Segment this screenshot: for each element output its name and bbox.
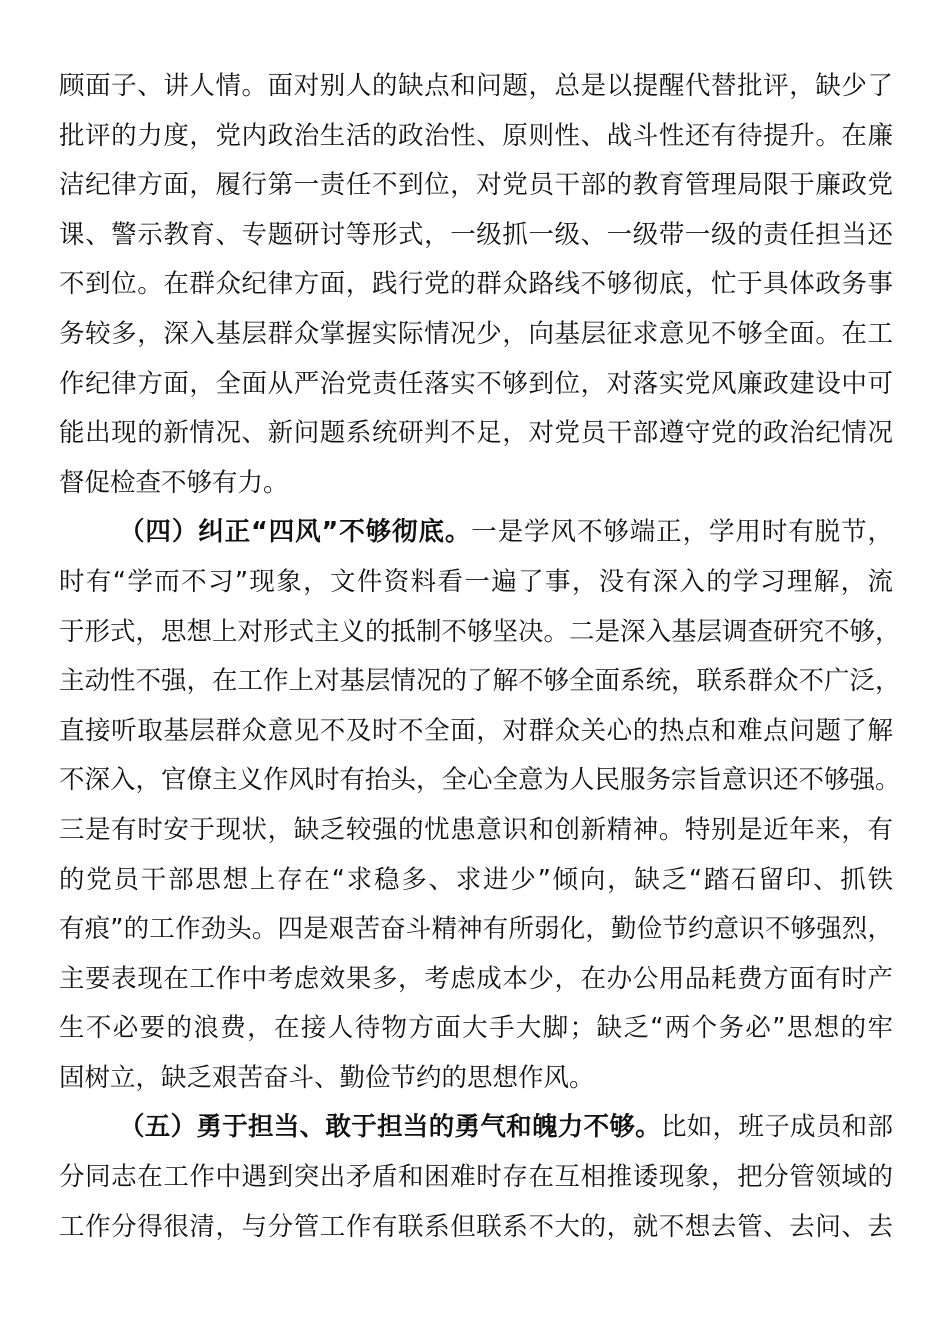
text-line: 生不必要的浪费，在接人待物方面大手大脚；缺乏“两个务必”思想的牢 — [59, 1013, 893, 1044]
text-line: 洁纪律方面，履行第一责任不到位，对党员干部的教育管理局限于廉政党 — [59, 170, 893, 201]
text-run: 一是学风不够端正，学用时有脱节， — [471, 517, 893, 548]
paragraph-lianjie-jilv — [59, 62, 893, 508]
text-line: 督促检查不够有力。 — [59, 467, 289, 498]
text-line: 的党员干部思想上存在“求稳多、求进少”倾向，缺乏“踏石留印、抓铁 — [59, 864, 893, 895]
text-run: 比如，班子成员和部 — [661, 1112, 893, 1143]
text-line: 工作分得很清，与分管工作有联系但联系不大的，就不想去管、去问、去 — [59, 1211, 893, 1242]
text-line: 分同志在工作中遇到突出矛盾和困难时存在互相推诿现象，把分管领域的 — [59, 1162, 893, 1193]
paragraph-danDang — [59, 1103, 893, 1252]
text-line: 时有“学而不习”现象，文件资料看一遍了事，没有深入的学习理解，流 — [59, 566, 893, 597]
text-line: 批评的力度，党内政治生活的政治性、原则性、战斗性还有待提升。在廉 — [59, 120, 893, 151]
text-line-first — [59, 1103, 893, 1153]
text-line: 务较多，深入基层群众掌握实际情况少，向基层征求意见不够全面。在工 — [59, 318, 893, 349]
text-line-first — [59, 508, 893, 558]
text-line: 顾面子、讲人情。面对别人的缺点和问题，总是以提醒代替批评，缺少了 — [59, 71, 893, 101]
text-line: 课、警示教育、专题研讨等形式，一级抓一级、一级带一级的责任担当还 — [59, 219, 893, 250]
section-heading-4: （四）纠正“四风”不够彻底。 — [119, 517, 472, 548]
paragraph-sifeng — [59, 508, 901, 1103]
text-line: 主动性不强，在工作上对基层情况的了解不够全面系统，联系群众不广泛， — [59, 666, 901, 697]
text-line: 固树立，缺乏艰苦奋斗、勤俭节约的思想作风。 — [59, 1062, 595, 1093]
text-line: 主要表现在工作中考虑效果多，考虑成本少，在办公用品耗费方面有时产 — [59, 963, 893, 994]
text-line: 不深入，官僚主义作风时有抬头，全心全意为人民服务宗旨意识还不够强。 — [59, 765, 901, 796]
text-line: 不到位。在群众纪律方面，践行党的群众路线不够彻底，忙于具体政务事 — [59, 269, 893, 300]
section-heading-5: （五）勇于担当、敢于担当的勇气和魄力不够。 — [119, 1112, 661, 1143]
text-line: 三是有时安于现状，缺乏较强的忧患意识和创新精神。特别是近年来，有 — [59, 814, 893, 845]
text-line: 作纪律方面，全面从严治党责任落实不够到位，对落实党风廉政建设中可 — [59, 368, 893, 399]
text-line: 能出现的新情况、新问题系统研判不足，对党员干部遵守党的政治纪情况 — [59, 418, 893, 449]
text-line: 直接听取基层群众意见不及时不全面，对群众关心的热点和难点问题了解 — [59, 715, 893, 746]
document-page — [59, 62, 901, 1252]
text-line: 于形式，思想上对形式主义的抵制不够坚决。二是深入基层调查研究不够， — [59, 616, 901, 647]
text-line: 有痕”的工作劲头。四是艰苦奋斗精神有所弱化，勤俭节约意识不够强烈， — [59, 914, 893, 945]
